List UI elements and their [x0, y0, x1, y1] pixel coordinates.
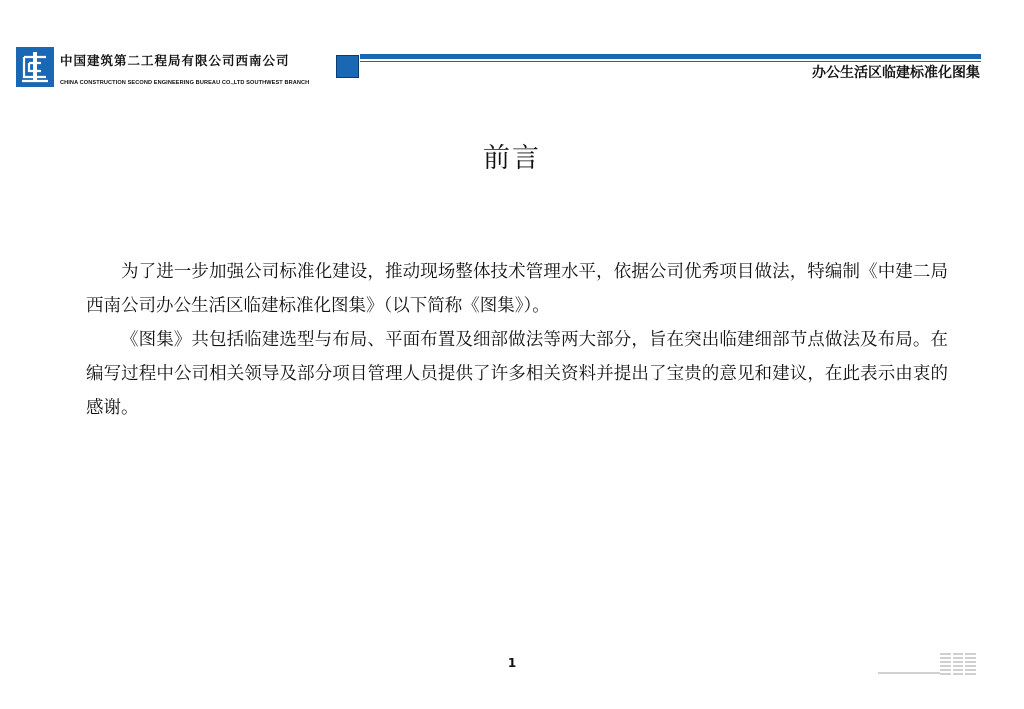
header-accent-square: [336, 55, 359, 78]
document-series-title: 办公生活区临建标准化图集: [812, 65, 980, 81]
page-title: 前言: [483, 143, 541, 174]
company-logo-icon: [16, 47, 54, 87]
footer-stripes-icon: [878, 651, 978, 679]
cscec-logo-icon: [16, 47, 54, 87]
company-name-cn: 中国建筑第二工程局有限公司西南公司: [60, 53, 290, 68]
preface-paragraph: 《图集》共包括临建选型与布局、平面布置及细部做法等两大部分，旨在突出临建细部节点做法及布局。在编写过程中公司相关领导及部分项目管理人员提供了许多相关资料并提出了宝贵的意见和建议，在此表示由衷的感谢。: [86, 330, 948, 418]
page-number: 1: [507, 656, 517, 670]
header-rule-thick: [360, 54, 981, 59]
preface-body: [86, 255, 948, 425]
company-name-en: CHINA CONSTRUCTION SECOND ENGINEERING BUREAU CO.,LTD SOUTHWEST BRANCH: [60, 80, 310, 86]
preface-paragraph: 为了进一步加强公司标准化建设，推动现场整体技术管理水平，依据公司优秀项目做法，特编制《中建二局西南公司办公生活区临建标准化图集》（以下简称《图集》）。: [86, 262, 948, 316]
